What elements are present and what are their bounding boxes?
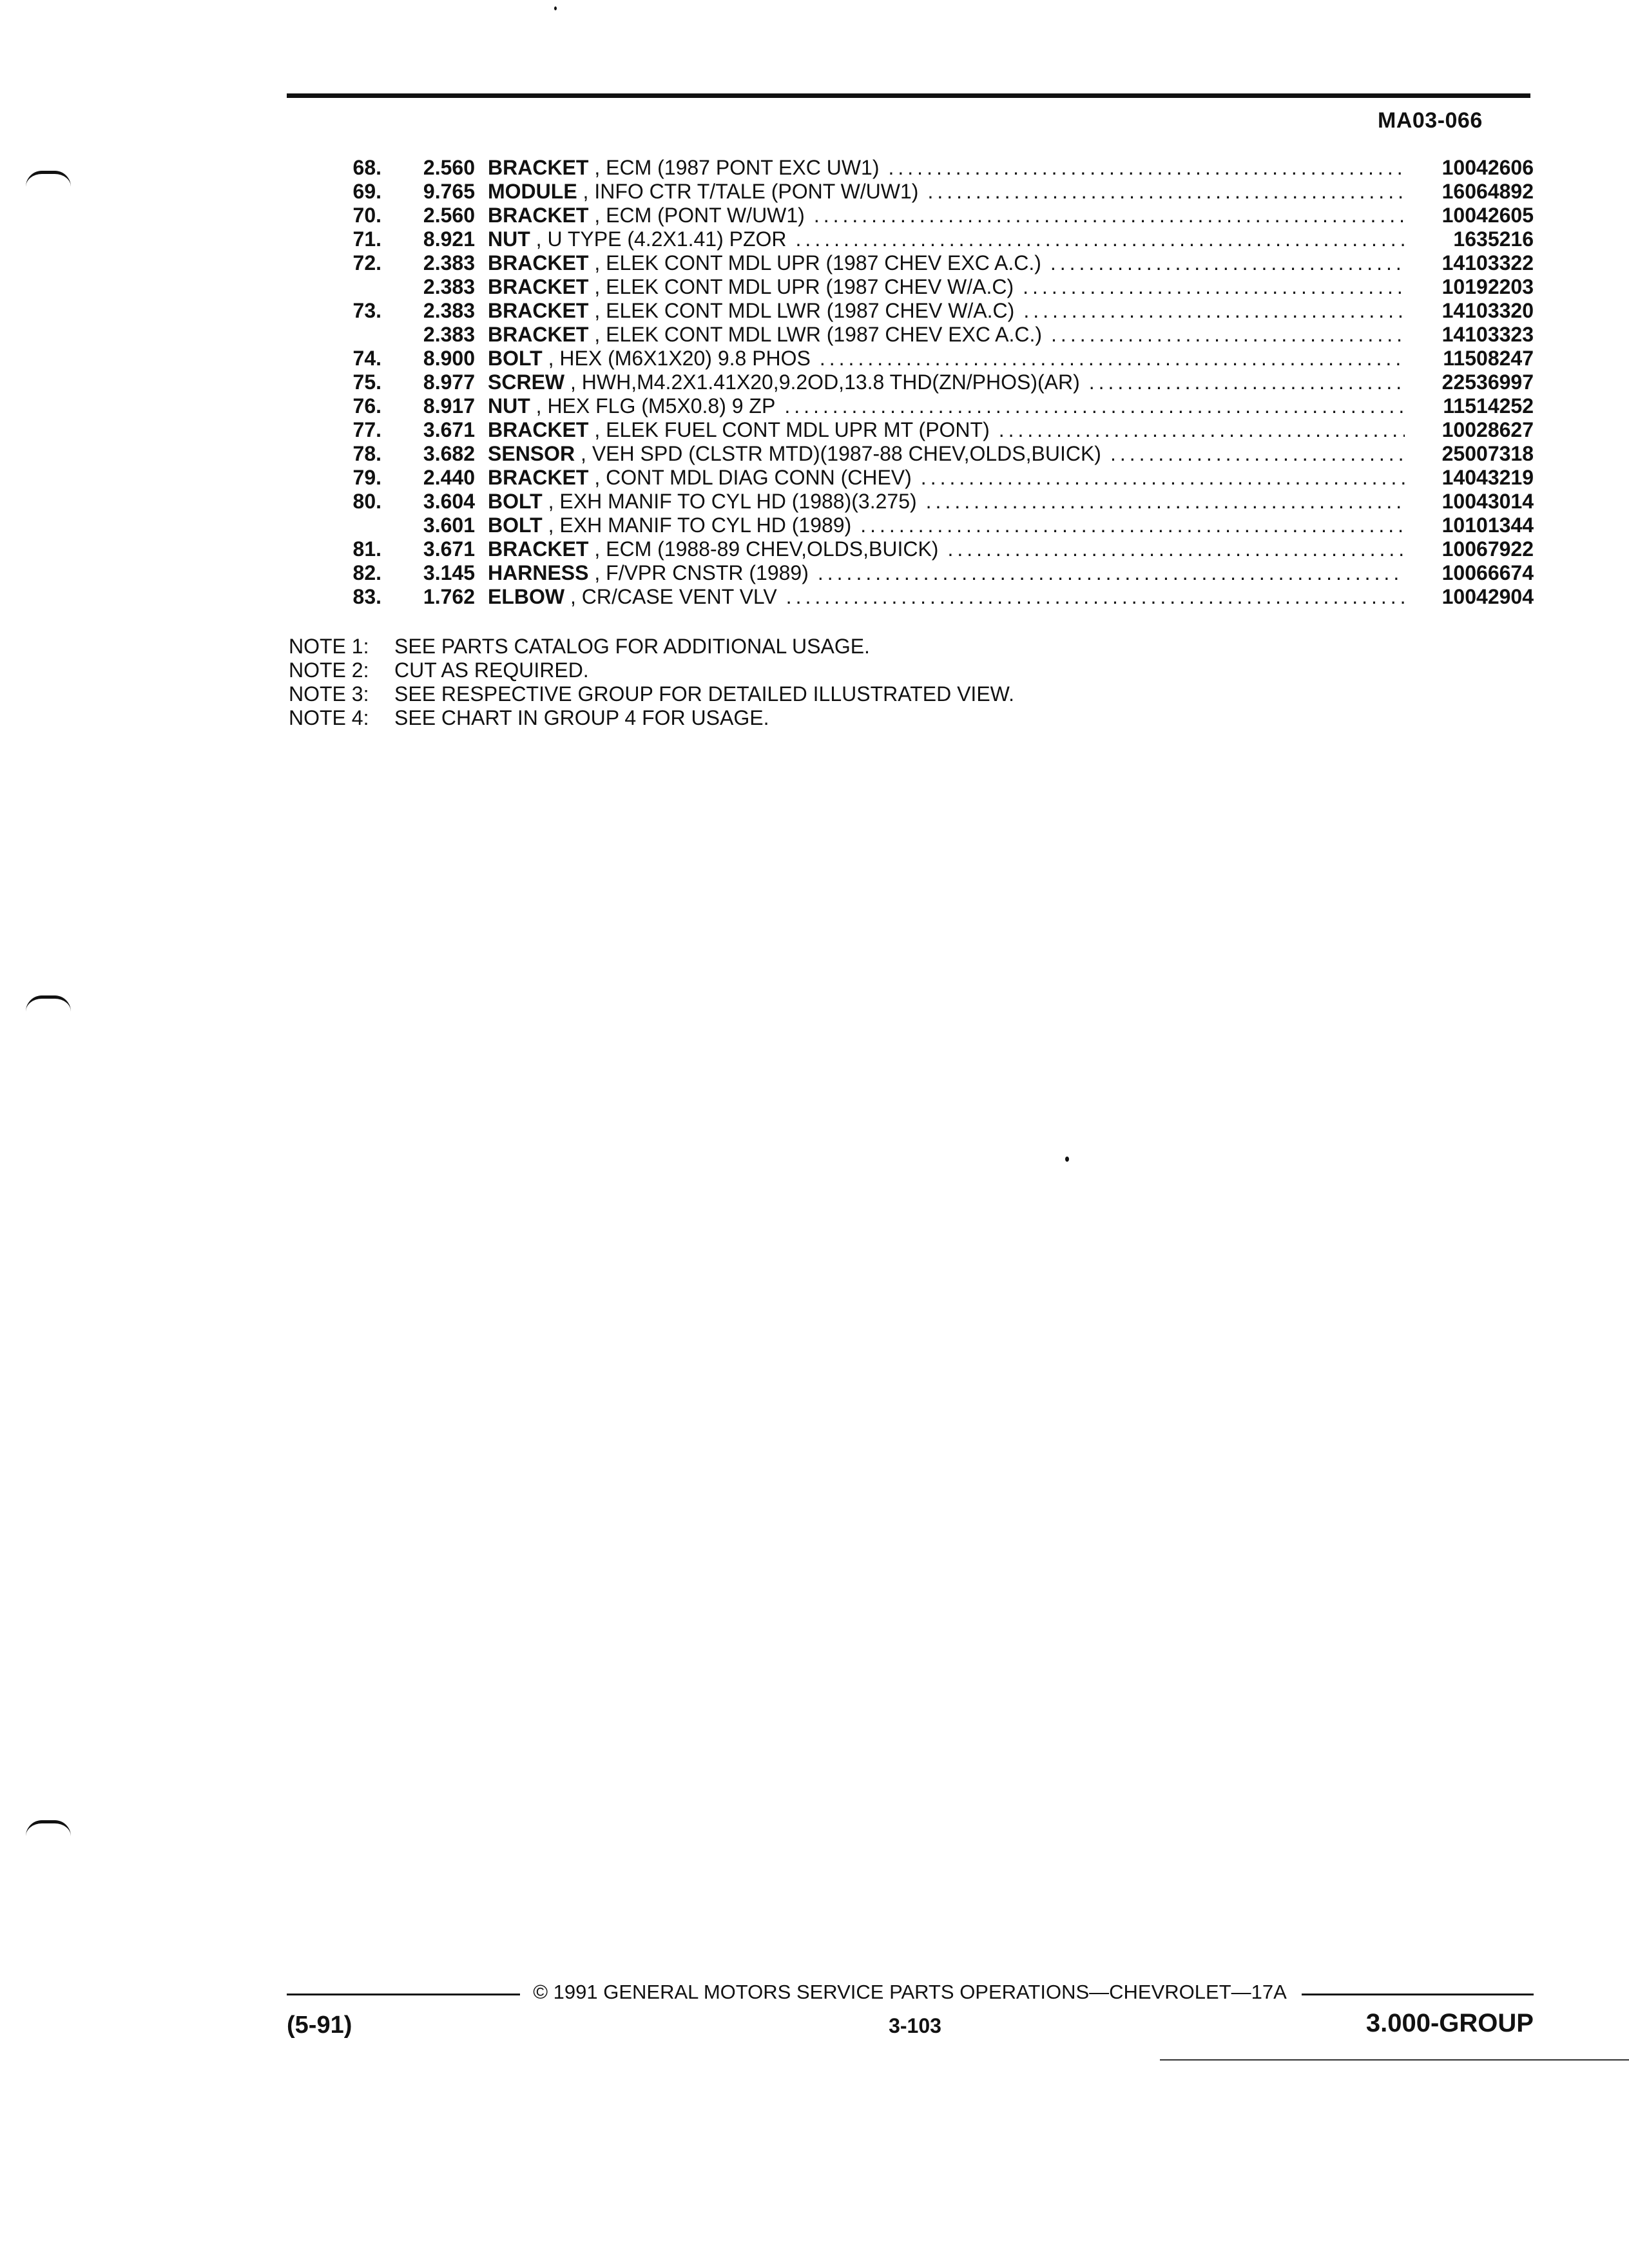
part-group-number: 3.671	[423, 418, 475, 441]
part-name: NUT	[488, 394, 530, 418]
part-row	[322, 370, 1534, 394]
part-ref-number: 72.	[352, 251, 381, 274]
note-row	[289, 658, 1255, 682]
part-ref-number: 71.	[352, 227, 381, 251]
dot-leader	[918, 180, 1405, 204]
part-ref-number: 79.	[352, 466, 381, 489]
part-row	[322, 442, 1534, 466]
part-detail: INFO CTR T/TALE (PONT W/UW1)	[594, 180, 919, 203]
part-group-number: 1.762	[423, 585, 475, 608]
part-name-separator: ,	[588, 537, 606, 561]
dot-leader	[811, 347, 1405, 370]
part-group-number: 2.440	[423, 466, 475, 489]
part-ref-number: 82.	[352, 561, 381, 584]
part-group-number: 8.977	[423, 370, 475, 394]
part-row	[322, 251, 1534, 275]
note-label: NOTE 3:	[289, 682, 369, 706]
part-description	[475, 204, 1405, 227]
part-detail: HEX FLG (M5X0.8) 9 ZP	[547, 394, 776, 418]
part-row	[322, 514, 1534, 537]
part-row	[322, 227, 1534, 251]
part-number: 22536997	[1441, 370, 1534, 394]
part-number: 10042605	[1441, 204, 1534, 227]
part-group-number: 8.921	[423, 227, 475, 251]
part-name-separator: ,	[530, 394, 548, 418]
part-detail: EXH MANIF TO CYL HD (1988)(3.275)	[559, 490, 917, 513]
dot-leader	[1014, 275, 1405, 299]
part-ref-number: 76.	[352, 394, 381, 418]
part-detail: ELEK CONT MDL LWR (1987 CHEV EXC A.C.)	[606, 323, 1043, 346]
part-name-separator: ,	[588, 275, 606, 298]
part-name: HARNESS	[488, 561, 589, 584]
part-group-number: 3.601	[423, 514, 475, 537]
dot-leader	[1080, 370, 1405, 394]
part-name: BOLT	[488, 347, 543, 370]
dot-leader	[1101, 442, 1405, 466]
part-number: 10066674	[1441, 561, 1534, 584]
part-name: BRACKET	[488, 204, 589, 227]
footer-group-label: 3.000-GROUP	[1365, 2009, 1534, 2037]
dot-leader	[809, 561, 1405, 585]
part-detail: EXH MANIF TO CYL HD (1989)	[559, 514, 852, 537]
part-number: 10067922	[1441, 537, 1534, 561]
notes-section	[289, 635, 1255, 730]
dot-leader	[990, 418, 1405, 442]
part-name: BRACKET	[488, 323, 589, 346]
part-group-number: 3.682	[423, 442, 475, 465]
part-row	[322, 204, 1534, 227]
part-number: 10028627	[1441, 418, 1534, 441]
part-row	[322, 323, 1534, 347]
part-description	[475, 347, 1405, 370]
part-description	[475, 585, 1405, 609]
part-description	[475, 561, 1405, 585]
part-name-separator: ,	[588, 418, 606, 441]
part-row	[322, 299, 1534, 323]
bottom-rule	[1160, 2059, 1629, 2061]
part-number: 16064892	[1441, 180, 1534, 203]
dot-leader	[775, 394, 1405, 418]
part-number: 11508247	[1443, 347, 1534, 370]
part-detail: ELEK CONT MDL UPR (1987 CHEV W/A.C)	[606, 275, 1014, 298]
part-description	[475, 490, 1405, 514]
part-number: 10192203	[1441, 275, 1534, 298]
part-name-separator: ,	[588, 299, 606, 322]
part-row	[322, 156, 1534, 180]
binder-mark-middle	[26, 995, 71, 1012]
part-detail: ELEK CONT MDL LWR (1987 CHEV W/A.C)	[606, 299, 1015, 322]
part-description	[475, 180, 1405, 204]
part-name: BRACKET	[488, 251, 589, 274]
part-group-number: 2.383	[423, 323, 475, 346]
part-name: SENSOR	[488, 442, 575, 465]
footer-rule-right	[1302, 1994, 1534, 1995]
part-name-separator: ,	[530, 227, 548, 251]
part-number: 10042606	[1441, 156, 1534, 179]
dot-leader	[912, 466, 1405, 490]
part-group-number: 8.900	[423, 347, 475, 370]
note-text: CUT AS REQUIRED.	[394, 658, 589, 682]
part-name-separator: ,	[588, 466, 606, 489]
part-name: BOLT	[488, 490, 543, 513]
part-row	[322, 394, 1534, 418]
part-ref-number: 80.	[352, 490, 381, 513]
part-row	[322, 490, 1534, 514]
part-number: 14043219	[1441, 466, 1534, 489]
part-group-number: 9.765	[423, 180, 475, 203]
part-detail: ECM (PONT W/UW1)	[606, 204, 805, 227]
part-number: 1635216	[1453, 227, 1534, 251]
part-description	[475, 227, 1405, 251]
part-detail: CR/CASE VENT VLV	[581, 585, 777, 608]
part-detail: HWH,M4.2X1.41X20,9.2OD,13.8 THD(ZN/PHOS)(AR)	[581, 370, 1080, 394]
scan-speck	[554, 6, 557, 10]
part-description	[475, 251, 1405, 275]
part-name-separator: ,	[588, 204, 606, 227]
part-group-number: 2.560	[423, 156, 475, 179]
part-name: ELBOW	[488, 585, 565, 608]
note-row	[289, 635, 1255, 658]
part-row	[322, 347, 1534, 370]
part-name-separator: ,	[588, 251, 606, 274]
part-ref-number: 83.	[352, 585, 381, 608]
document-code: MA03-066	[1378, 108, 1483, 133]
page-number: 3-103	[889, 2014, 941, 2037]
part-row	[322, 537, 1534, 561]
part-detail: HEX (M6X1X20) 9.8 PHOS	[559, 347, 811, 370]
part-name-separator: ,	[564, 585, 582, 608]
part-name-separator: ,	[542, 490, 560, 513]
part-description	[475, 537, 1405, 561]
part-ref-number: 69.	[352, 180, 381, 203]
part-group-number: 2.560	[423, 204, 475, 227]
note-text: SEE RESPECTIVE GROUP FOR DETAILED ILLUSTRATED VIEW.	[394, 682, 1014, 706]
part-description	[475, 299, 1405, 323]
part-detail: F/VPR CNSTR (1989)	[606, 561, 809, 584]
part-detail: U TYPE (4.2X1.41) PZOR	[547, 227, 787, 251]
part-name: BRACKET	[488, 537, 589, 561]
part-description	[475, 466, 1405, 490]
part-ref-number: 73.	[352, 299, 381, 322]
part-row	[322, 180, 1534, 204]
part-description	[475, 514, 1405, 537]
part-detail: CONT MDL DIAG CONN (CHEV)	[606, 466, 912, 489]
part-name: MODULE	[488, 180, 577, 203]
part-number: 10101344	[1441, 514, 1534, 537]
part-description	[475, 394, 1405, 418]
part-number: 10043014	[1441, 490, 1534, 513]
binder-mark-bottom	[26, 1820, 71, 1836]
part-name: BRACKET	[488, 466, 589, 489]
part-group-number: 8.917	[423, 394, 475, 418]
note-label: NOTE 1:	[289, 635, 369, 658]
dot-leader	[1014, 299, 1405, 323]
dot-leader	[1041, 251, 1405, 275]
part-name-separator: ,	[564, 370, 582, 394]
part-row	[322, 466, 1534, 490]
part-number: 14103323	[1441, 323, 1534, 346]
part-detail: ELEK FUEL CONT MDL UPR MT (PONT)	[606, 418, 990, 441]
scan-speck	[1065, 1157, 1069, 1162]
part-name: NUT	[488, 227, 530, 251]
part-name-separator: ,	[588, 156, 606, 179]
note-text: SEE CHART IN GROUP 4 FOR USAGE.	[394, 706, 769, 729]
part-ref-number: 75.	[352, 370, 381, 394]
part-name-separator: ,	[588, 323, 606, 346]
part-detail: VEH SPD (CLSTR MTD)(1987-88 CHEV,OLDS,BUICK)	[592, 442, 1101, 465]
footer-date-code: (5-91)	[287, 2012, 352, 2039]
part-ref-number: 81.	[352, 537, 381, 561]
part-number: 10042904	[1441, 585, 1534, 608]
part-description	[475, 323, 1405, 347]
part-name: BRACKET	[488, 299, 589, 322]
part-group-number: 2.383	[423, 299, 475, 322]
part-number: 11514252	[1443, 394, 1534, 418]
note-row	[289, 682, 1255, 706]
note-text: SEE PARTS CATALOG FOR ADDITIONAL USAGE.	[394, 635, 870, 658]
parts-list	[322, 156, 1534, 609]
part-group-number: 3.604	[423, 490, 475, 513]
part-ref-number: 78.	[352, 442, 381, 465]
part-group-number: 2.383	[423, 251, 475, 274]
part-detail: ECM (1987 PONT EXC UW1)	[606, 156, 880, 179]
part-row	[322, 418, 1534, 442]
part-group-number: 2.383	[423, 275, 475, 298]
part-row	[322, 585, 1534, 609]
footer-rule-left	[287, 1994, 520, 1995]
part-name-separator: ,	[575, 442, 592, 465]
part-ref-number: 68.	[352, 156, 381, 179]
part-ref-number: 74.	[352, 347, 381, 370]
part-name: BRACKET	[488, 156, 589, 179]
dot-leader	[917, 490, 1405, 514]
part-description	[475, 418, 1405, 442]
part-number: 25007318	[1441, 442, 1534, 465]
dot-leader	[1042, 323, 1405, 347]
note-row	[289, 706, 1255, 730]
part-ref-number: 77.	[352, 418, 381, 441]
part-description	[475, 442, 1405, 466]
part-number: 14103322	[1441, 251, 1534, 274]
dot-leader	[805, 204, 1405, 227]
footer-copyright: © 1991 GENERAL MOTORS SERVICE PARTS OPERATIONS—CHEVROLET—17A	[533, 1981, 1287, 2003]
binder-mark-top	[26, 171, 71, 187]
part-row	[322, 561, 1534, 585]
note-label: NOTE 4:	[289, 706, 369, 729]
part-name: SCREW	[488, 370, 565, 394]
part-name: BOLT	[488, 514, 543, 537]
part-name-separator: ,	[542, 347, 560, 370]
part-group-number: 3.145	[423, 561, 475, 584]
part-group-number: 3.671	[423, 537, 475, 561]
part-description	[475, 156, 1405, 180]
part-row	[322, 275, 1534, 299]
part-description	[475, 370, 1405, 394]
part-name-separator: ,	[542, 514, 560, 537]
part-number: 14103320	[1441, 299, 1534, 322]
part-name-separator: ,	[577, 180, 595, 203]
part-name-separator: ,	[588, 561, 606, 584]
part-detail: ECM (1988-89 CHEV,OLDS,BUICK)	[606, 537, 939, 561]
header-rule	[287, 93, 1530, 98]
dot-leader	[851, 514, 1405, 537]
dot-leader	[880, 156, 1405, 180]
dot-leader	[938, 537, 1405, 561]
part-name: BRACKET	[488, 418, 589, 441]
part-detail: ELEK CONT MDL UPR (1987 CHEV EXC A.C.)	[606, 251, 1041, 274]
part-description	[475, 275, 1405, 299]
part-name: BRACKET	[488, 275, 589, 298]
note-label: NOTE 2:	[289, 658, 369, 682]
dot-leader	[777, 585, 1405, 609]
dot-leader	[787, 227, 1405, 251]
part-ref-number: 70.	[352, 204, 381, 227]
